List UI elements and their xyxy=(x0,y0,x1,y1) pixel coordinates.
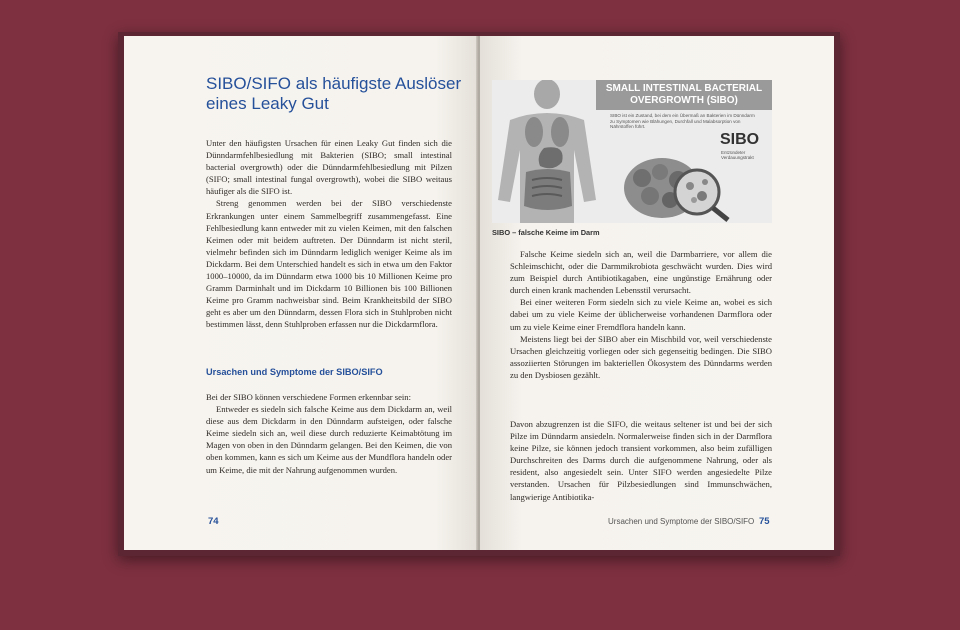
paragraph: Davon abzugrenzen ist die SIFO, die weitaus seltener ist und bei der sich Pilze im Dünndarm ansiedeln. Normalerweise finden sich in der Darmflora keine Pilze, sie können jedoch transient vorkommen, also beim zufälligen Durchschreiten des Darms durch die aufgenommene Nahrung, oder als resident, also angesiedelt sein. Unter SIFO werden angesiedelte Pilze verstanden. Ursachen für Pilzbesiedlungen sind Immunschwächen, langwierige Antibiotika- xyxy=(510,419,772,502)
figure-sublabel: Entzündeter Verdauungstrakt xyxy=(721,150,754,161)
figure-caption: SIBO – falsche Keime im Darm xyxy=(492,228,600,237)
open-book xyxy=(118,32,840,556)
page-number-right: 75 xyxy=(759,516,770,527)
paragraph: Streng genommen werden bei der SIBO verschiedenste Erkrankungen unter einem Sammelbegriff zusammengefasst. Eine Fehlbesiedlung kann entweder mit zu vielen Keimen, mit den falschen Keimen oder mit beidem auftreten. Der Dünndarm ist nicht steril, vielmehr befinden sich im Dünndarm lediglich weniger Keime als im Dickdarm. Bei dem Unterschied handelt es sich in etwa um den Faktor 1000–10000, da im Dünndarm etwa 1000 bis 10 Millionen Keime pro Gramm Darminhalt und im Dickdarm 10 Billionen bis 100 Billionen Keime pro Gramm nachweisbar sind. Beim Krankheitsbild der SIBO geht es aber um den Dünndarm, dessen Flora sich in Stuhlproben nicht bestimmen lässt, denn Stuhlproben erfassen nur die Dickdarmflora. xyxy=(206,198,452,330)
paragraph: Bei einer weiteren Form siedeln sich zu viele Keime an, wobei es sich dabei um zu viele Keime der üblicherweise vorhandenen Darmflora oder um zu viele Keime einer Fremdflora handeln kann. xyxy=(510,297,772,332)
section-subheading: Ursachen und Symptome der SIBO/SIFO xyxy=(206,367,383,377)
running-head: Ursachen und Symptome der SIBO/SIFO xyxy=(608,517,755,526)
left-page xyxy=(124,36,478,550)
sibo-illustration xyxy=(492,80,772,223)
right-body-text-2 xyxy=(510,418,772,503)
left-body-text-2 xyxy=(206,391,452,476)
left-body-text xyxy=(206,137,452,331)
right-page xyxy=(480,36,834,550)
paragraph: Entweder es siedeln sich falsche Keime aus dem Dickdarm an, weil diese aus dem Dickdarm in den Dünndarm aufsteigen, oder falsche Keime siedeln sich an, weil diese durch reduzierte Keimabtötung im Magen von oben in den Dünndarm gelangen. Bei den Keimen, die von oben kommen, kann es sich um Keime aus der Mundflora handeln oder um Keime, die mit der Nahrung aufgenommen wurden. xyxy=(206,404,452,475)
right-body-text xyxy=(510,248,772,381)
figure-label: SIBO xyxy=(720,131,760,148)
paragraph: Meistens liegt bei der SIBO aber ein Mischbild vor, weil verschiedenste Ursachen gleichzeitig vorliegen oder sich gegenseitig bedingen. Die SIBO assoziierten Störungen im bakteriellen Ökosystem des Dünndarms werden zu den Dysbiosen gezählt. xyxy=(510,333,772,380)
chapter-title: SIBO/SIFO als häufigste Auslöser eines Leaky Gut xyxy=(206,74,462,113)
paragraph: Bei der SIBO können verschiedene Formen erkennbar sein: xyxy=(206,392,411,402)
paragraph: Falsche Keime siedeln sich an, weil die Darmbarriere, vor allem die Schleimschicht, oder die Darmmikrobiota geschwächt wurden. Dies wird zum Beispiel durch Antibiotikagaben, eine ungünstige Ernährung oder durch einen krank machenden Lebensstil verursacht. xyxy=(510,249,772,296)
figure-description: SIBO ist ein Zustand, bei dem ein Übermaß an Bakterien im Dünndarm zu Symptomen wie Blähungen, Durchfall und Malabsorption von Nährstoffen führt. xyxy=(610,113,755,130)
page-number-left: 74 xyxy=(208,516,219,527)
figure-banner: SMALL INTESTINAL BACTERIAL OVERGROWTH (SIBO) xyxy=(596,80,772,110)
paragraph: Unter den häufigsten Ursachen für einen Leaky Gut finden sich die Dünndarmfehlbesiedlung mit Bakterien (SIBO; small intestinal bacterial overgrowth) oder die Dünndarmfehlbesiedlung mit Pilzen (SIFO; small intestinal fungal overgrowth), wobei die SIBO weitaus häufiger als die SIFO ist. xyxy=(206,138,452,197)
